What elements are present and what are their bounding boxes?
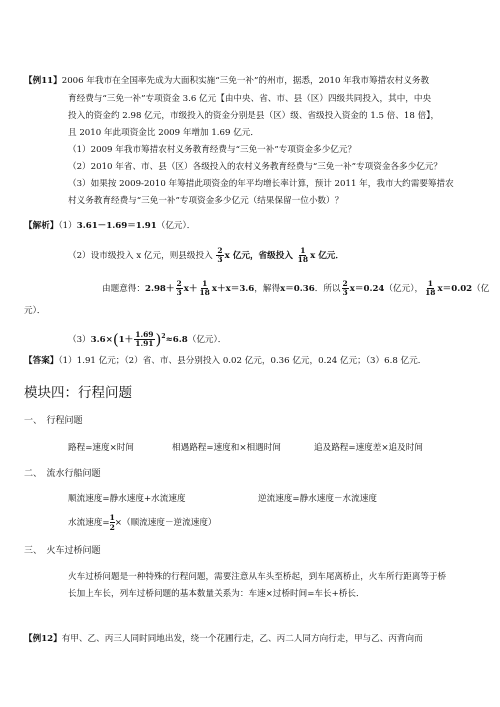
example-11-question-3a: （3）如果按 2009-2010 年筹措此项资金的年平均增长率计算，预计 2011 年，我市大约需要筹措农 <box>68 179 454 189</box>
section-3-heading: 三、 火车过桥问题 <box>24 546 101 556</box>
example-11-line-4: 且 2010 年此项资金比 2009 年增加 1.69 亿元． <box>68 128 259 138</box>
fraction-two-thirds: $\frac{2}{3}$ <box>217 246 223 264</box>
example-11-line-3: 投入的资金约 2.98 亿元，市级投入的资金分别是县（区）级、省级投入资金的 1.5 倍、18 倍】， <box>68 111 440 121</box>
formula-upstream: 逆流速度=静水速度－水流速度 <box>258 494 377 504</box>
example-12-line-1: 【例12】有甲、乙、丙三人同时同地出发，绕一个花圃行走，乙、丙二人同方向行走，甲与乙、丙背向而 <box>24 634 423 644</box>
module-heading: 模块四：行程问题 <box>24 385 132 401</box>
formula-downstream: 顺流速度=静水速度+水流速度 <box>68 494 186 504</box>
answer-line: 【答案】（1）1.91 亿元；（2）省、市、县分别投入 0.02 亿元，0.36 亿元，0.24 亿元；（3）6.8 亿元． <box>24 356 427 366</box>
formula-current: 水流速度= $\frac{1}{2}$ ×（顺流速度－逆流速度） <box>68 513 217 532</box>
analysis-part-1: 【解析】（1）3.61－1.69＝1.91（亿元）． <box>24 221 196 231</box>
answer-tag: 【答案】 <box>24 356 59 366</box>
formula-chase: 追及路程=速度差×追及时间 <box>314 443 423 453</box>
example-12-tag: 【例12】 <box>24 634 62 644</box>
example-11-line-1: 【例11】2006 年我市在全国率先成为大面积实施“三免一补”的州市，据悉，2010 年我市筹措农村义务教 <box>24 76 430 86</box>
analysis-equation-continued: 元）． <box>24 306 46 316</box>
analysis-part-2: （2）设市级投入 x 亿元，则县级投入 $\frac{2}{3}$ x 亿元，省级投入 $\frac{1}{18}$ x 亿元． <box>68 246 344 264</box>
section-3-paragraph-2: 长加上车长，列车过桥问题的基本数量关系为：车速×过桥时间=车长+桥长． <box>68 589 365 599</box>
formula-meeting: 相遇路程=速度和×相遇时间 <box>172 443 281 453</box>
analysis-equation-line: 由题意得：2.98＋ $\frac{2}{3}$ x＋ $\frac{1}{18}$ x＋x＝3.6，解得x＝0.36．所以 $\frac{2}{3}$ x＝0.24（亿元）， $\frac{1}{18}$ x＝0.02（亿 <box>102 279 490 297</box>
formula-distance: 路程=速度×时间 <box>68 443 134 453</box>
fraction-one-eighteenth: $\frac{1}{18}$ <box>297 246 309 264</box>
section-3-paragraph-1: 火车过桥问题是一种特殊的行程问题，需要注意从车头至桥起，到车尾离桥止，火车所行距离等于桥 <box>68 572 447 582</box>
example-11-line-2: 育经费与“三免一补”专项资金 3.6 亿元【由中央、省、市、县（区）四级共同投入，其中，中央 <box>68 94 432 104</box>
example-11-question-1: （1）2009 年我市筹措农村义务教育经费与“三免一补”专项资金多少亿元？ <box>68 145 357 155</box>
example-11-tag: 【例11】 <box>24 76 62 86</box>
analysis-part-3: （3）3.6×(1＋ $\frac{1.69}{1.91}$ )$^2$≈6.8（亿元）． <box>68 329 227 349</box>
example-11-question-2: （2）2010 年省、市、县（区）各级投入的农村义务教育经费与“三免一补”专项资金各多少亿元？ <box>68 162 443 172</box>
section-1-heading: 一、 行程问题 <box>24 416 83 426</box>
section-2-heading: 二、 流水行船问题 <box>24 469 101 479</box>
example-11-question-3b: 村义务教育经费与“三免一补”专项资金多少亿元（结果保留一位小数）？ <box>68 196 344 206</box>
analysis-tag: 【解析】 <box>24 221 59 231</box>
